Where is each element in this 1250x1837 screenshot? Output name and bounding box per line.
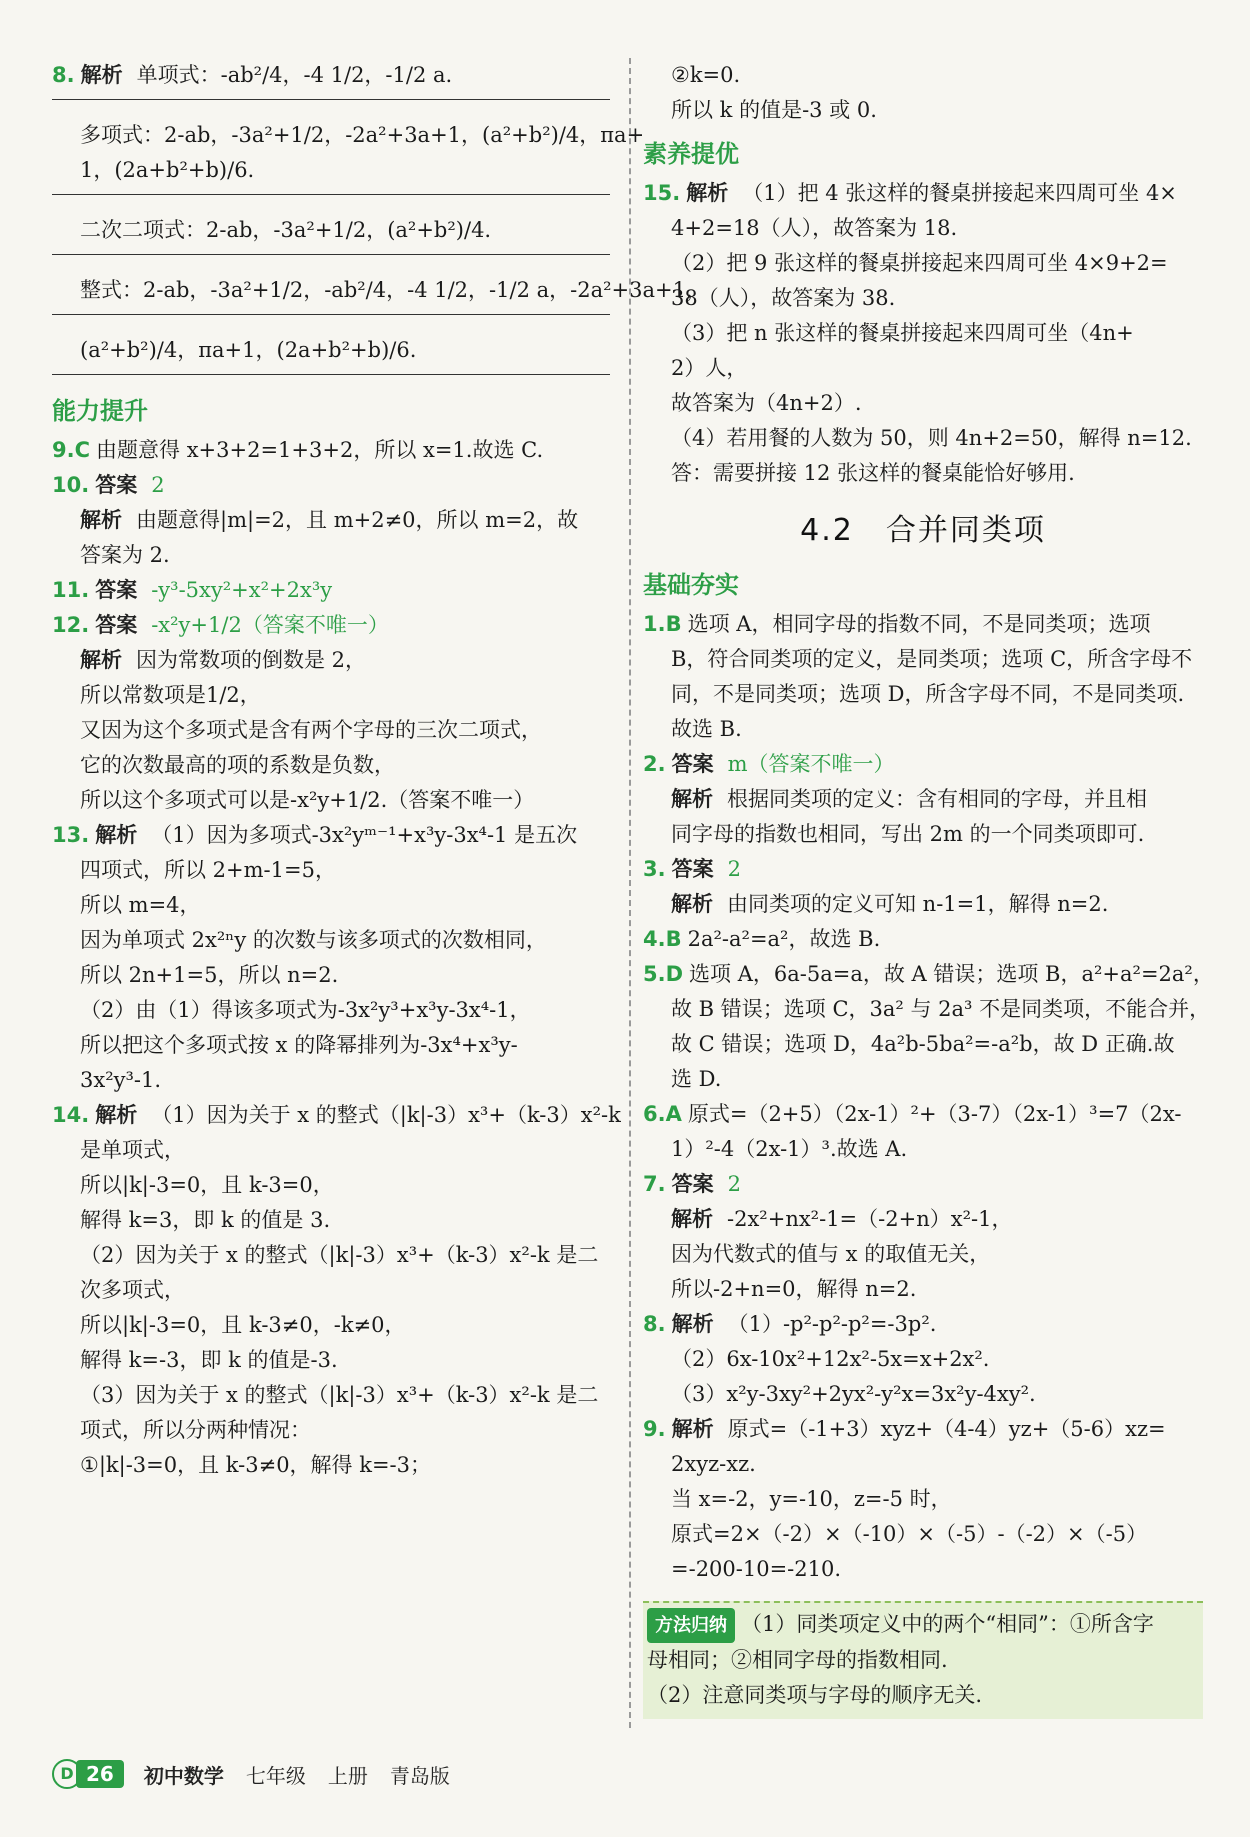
a9-line-1: 原式=（-1+3）xyz+（4-4）yz+（5-6）xz=	[727, 1417, 1166, 1441]
q13-line-4: 因为单项式 2x²ⁿy 的次数与该多项式的次数相同，	[80, 928, 547, 952]
a3-number: 3.	[643, 857, 666, 881]
q14-line-11: ①|k|-3=0，且 k-3≠0，解得 k=-3；	[80, 1453, 432, 1477]
q12-answer: -x²y+1/2（答案不唯一）	[151, 613, 389, 637]
a8-number: 8.	[643, 1312, 666, 1336]
a8-line-2: （2）6x-10x²+12x²-5x=x+2x².	[671, 1347, 990, 1371]
q15-label: 解析	[686, 181, 729, 205]
section-ability: 能力提升	[52, 397, 148, 425]
q12-number: 12.	[52, 613, 90, 637]
a2-label-2: 解析	[671, 787, 713, 811]
q12-line-2: 所以常数项是1/2，	[80, 683, 261, 707]
q10-line-1: 由题意得|m|=2，且 m+2≠0，所以 m=2，故	[136, 508, 579, 532]
a1-line-4: 故选 B.	[671, 717, 742, 741]
a6-number: 6.A	[643, 1102, 682, 1126]
q8-line-4: 二次二项式：2-ab，-3a²+1/2，(a²+b²)/4.	[52, 213, 610, 255]
q10-line-2: 答案为 2.	[80, 543, 170, 567]
a7-answer: 2	[727, 1172, 741, 1196]
q8-number: 8.	[52, 63, 75, 87]
q13-line-6: （2）由（1）得该多项式为-3x²y³+x³y-3x⁴-1，	[80, 998, 531, 1022]
a2-answer: m（答案不唯一）	[727, 752, 895, 776]
method-summary-box	[643, 1601, 1203, 1719]
column-divider	[629, 58, 631, 1728]
q15-line-7: 故答案为（4n+2）.	[671, 391, 862, 415]
a7-label: 答案	[671, 1172, 714, 1196]
a9-line-3: 当 x=-2，y=-10，z=-5 时，	[671, 1487, 952, 1511]
a1-number: 1.B	[643, 612, 682, 636]
a9-label: 解析	[671, 1417, 714, 1441]
q14-continued-1: ②k=0.	[671, 63, 741, 87]
a9-number: 9.	[643, 1417, 666, 1441]
q13-label: 解析	[95, 823, 138, 847]
q9-text: 由题意得 x+3+2=1+3+2，所以 x=1.故选 C.	[96, 438, 544, 462]
a3-answer: 2	[727, 857, 741, 881]
q12-line-5: 所以这个多项式可以是-x²y+1/2.（答案不唯一）	[80, 788, 535, 812]
q14-line-7: 所以|k|-3=0，且 k-3≠0，-k≠0，	[80, 1313, 406, 1337]
a1-line-1: 选项 A，相同字母的指数不同，不是同类项；选项	[687, 612, 1151, 636]
q14-line-10: 项式，所以分两种情况：	[80, 1418, 311, 1442]
a3-line-1: 由同类项的定义可知 n-1=1，解得 n=2.	[727, 892, 1109, 916]
q9-number: 9.C	[52, 438, 91, 462]
q14-continued-2: 所以 k 的值是-3 或 0.	[671, 98, 877, 122]
q13-line-8: 3x²y³-1.	[80, 1068, 162, 1092]
q12-line-3: 又因为这个多项式是含有两个字母的三次二项式，	[80, 718, 542, 742]
a2-label: 答案	[671, 752, 714, 776]
a4-line-1: 2a²-a²=a²，故选 B.	[687, 927, 881, 951]
a5-line-4: 选 D.	[671, 1067, 722, 1091]
page-footer	[52, 1756, 472, 1792]
a7-number: 7.	[643, 1172, 666, 1196]
q11-answer: -y³-5xy²+x²+2x³y	[151, 578, 333, 602]
q8-line-2: 多项式：2-ab，-3a²+1/2，-2a²+3a+1，(a²+b²)/4，πa+	[80, 123, 645, 147]
a1-line-3: 同，不是同类项；选项 D，所含字母不同，不是同类项.	[671, 682, 1185, 706]
a8-label: 解析	[671, 1312, 714, 1336]
q13-line-2: 四项式，所以 2+m-1=5，	[80, 858, 336, 882]
q15-line-2: 4+2=18（人），故答案为 18.	[671, 216, 958, 240]
a7-line-1: -2x²+nx²-1=（-2+n）x²-1，	[727, 1207, 1013, 1231]
q13-line-5: 所以 2n+1=5，所以 n=2.	[80, 963, 339, 987]
a8-line-3: （3）x²y-3xy²+2yx²-y²x=3x²y-4xy².	[671, 1382, 1036, 1406]
chapter-title: 4.2 合并同类项	[800, 513, 1046, 548]
q8-line-3: 1，(2a+b²+b)/6.	[52, 153, 610, 195]
q13-line-3: 所以 m=4，	[80, 893, 201, 917]
a3-label: 答案	[671, 857, 714, 881]
a8-line-1: （1）-p²-p²-p²=-3p².	[727, 1312, 937, 1336]
a2-line-2: 同字母的指数也相同，写出 2m 的一个同类项即可.	[671, 822, 1145, 846]
q14-label: 解析	[95, 1103, 138, 1127]
q14-line-6: 次多项式，	[80, 1278, 185, 1302]
a2-line-1: 根据同类项的定义：含有相同的字母，并且相	[727, 787, 1147, 811]
q13-line-1: （1）因为多项式-3x²yᵐ⁻¹+x³y-3x⁴-1 是五次	[151, 823, 578, 847]
q10-label-2: 解析	[80, 508, 122, 532]
q15-line-1: （1）把 4 张这样的餐桌拼接起来四周可坐 4×	[742, 181, 1177, 205]
a7-line-3: 所以-2+n=0，解得 n=2.	[671, 1277, 917, 1301]
q14-line-8: 解得 k=-3，即 k 的值是-3.	[80, 1348, 338, 1372]
q15-line-3: （2）把 9 张这样的餐桌拼接起来四周可坐 4×9+2=	[671, 251, 1168, 275]
q14-line-2: 是单项式，	[80, 1138, 185, 1162]
a7-line-2: 因为代数式的值与 x 的取值无关，	[671, 1242, 991, 1266]
method-line-1: （1）同类项定义中的两个“相同”：①所含字	[741, 1612, 1154, 1636]
a5-number: 5.D	[643, 962, 684, 986]
method-tag: 方法归纳	[647, 1608, 735, 1643]
footer-term: 上册	[327, 1763, 368, 1788]
a9-line-5: =-200-10=-210.	[671, 1557, 842, 1581]
q13-line-7: 所以把这个多项式按 x 的降幂排列为-3x⁴+x³y-	[80, 1033, 518, 1057]
q12-label-2: 解析	[80, 648, 122, 672]
footer-d-badge: D	[52, 1759, 82, 1789]
q14-line-4: 解得 k=3，即 k 的值是 3.	[80, 1208, 331, 1232]
q14-number: 14.	[52, 1103, 90, 1127]
q12-line-1: 因为常数项的倒数是 2，	[136, 648, 367, 672]
q13-number: 13.	[52, 823, 90, 847]
q15-line-9: 答：需要拼接 12 张这样的餐桌能恰好够用.	[671, 461, 1075, 485]
q15-line-4: 38（人），故答案为 38.	[671, 286, 896, 310]
q8-line-1: 单项式：-ab²/4，-4 1/2，-1/2 a.	[136, 63, 453, 87]
q8-line-5: 整式：2-ab，-3a²+1/2，-ab²/4，-4 1/2，-1/2 a，-2a²+3a+1，	[52, 273, 610, 315]
q15-line-8: （4）若用餐的人数为 50，则 4n+2=50，解得 n=12.	[671, 426, 1192, 450]
q15-line-6: 2）人，	[671, 356, 748, 380]
a2-number: 2.	[643, 752, 666, 776]
q12-line-4: 它的次数最高的项的系数是负数，	[80, 753, 395, 777]
q8-line-6: (a²+b²)/4，πa+1，(2a+b²+b)/6.	[52, 333, 610, 375]
footer-subject: 初中数学	[143, 1763, 224, 1788]
a1-line-2: B，符合同类项的定义，是同类项；选项 C，所含字母不	[671, 647, 1193, 671]
a5-line-3: 故 C 错误；选项 D，4a²b-5ba²=-a²b，故 D 正确.故	[671, 1032, 1175, 1056]
a9-line-4: 原式=2×（-2）×（-10）×（-5）-（-2）×（-5）	[671, 1522, 1148, 1546]
section-basic: 基础夯实	[643, 571, 739, 599]
a5-line-2: 故 B 错误；选项 C，3a² 与 2a³ 不是同类项，不能合并，	[671, 997, 1211, 1021]
footer-edition: 青岛版	[389, 1763, 450, 1788]
right-column	[643, 58, 1214, 1719]
q14-line-1: （1）因为关于 x 的整式（|k|-3）x³+（k-3）x²-k	[151, 1103, 621, 1127]
q14-line-5: （2）因为关于 x 的整式（|k|-3）x³+（k-3）x²-k 是二	[80, 1243, 599, 1267]
q8-label: 解析	[80, 63, 123, 87]
a7-label-2: 解析	[671, 1207, 713, 1231]
q14-line-9: （3）因为关于 x 的整式（|k|-3）x³+（k-3）x²-k 是二	[80, 1383, 599, 1407]
q15-number: 15.	[643, 181, 681, 205]
q14-line-3: 所以|k|-3=0，且 k-3=0，	[80, 1173, 334, 1197]
q12-label: 答案	[95, 613, 138, 637]
a6-line-1: 原式=（2+5）（2x-1）²+（3-7）（2x-1）³=7（2x-	[687, 1102, 1182, 1126]
a9-line-2: 2xyz-xz.	[671, 1452, 756, 1476]
a5-line-1: 选项 A，6a-5a=a，故 A 错误；选项 B，a²+a²=2a²，	[689, 962, 1214, 986]
q11-number: 11.	[52, 578, 90, 602]
q10-label: 答案	[95, 473, 138, 497]
a4-number: 4.B	[643, 927, 682, 951]
section-improve: 素养提优	[643, 140, 739, 168]
page-number: 26	[76, 1760, 124, 1788]
q11-label: 答案	[95, 578, 138, 602]
method-line-2: 母相同；②相同字母的指数相同.	[647, 1648, 948, 1672]
q15-line-5: （3）把 n 张这样的餐桌拼接起来四周可坐（4n+	[671, 321, 1134, 345]
q10-number: 10.	[52, 473, 90, 497]
footer-grade: 七年级	[245, 1763, 306, 1788]
a3-label-2: 解析	[671, 892, 713, 916]
q10-answer: 2	[151, 473, 165, 497]
a6-line-2: 1）²-4（2x-1）³.故选 A.	[671, 1137, 908, 1161]
method-line-3: （2）注意同类项与字母的顺序无关.	[647, 1683, 983, 1707]
